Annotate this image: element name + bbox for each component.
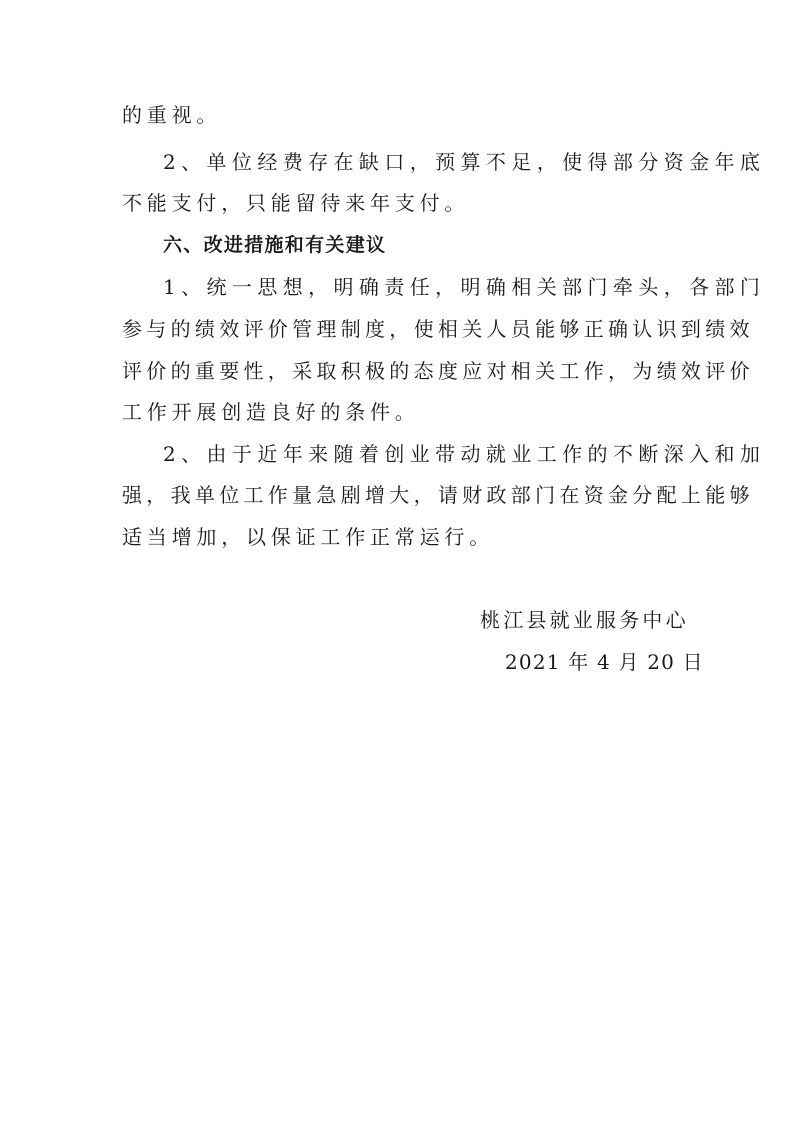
- signature-organization: 桃江县就业服务中心: [480, 608, 689, 632]
- signature-date: 2021 年 4 月 20 日: [505, 650, 704, 674]
- measure-1-line-4: 工作开展创造良好的条件。: [122, 400, 420, 424]
- section-heading: 六、改进措施和有关建议: [163, 234, 387, 256]
- measure-1-line-1: 1、统一思想，明确责任，明确相关部门牵头，各部门: [163, 275, 766, 299]
- issue-2-line-1: 2、单位经费存在缺口，预算不足，使得部分资金年底: [163, 150, 766, 174]
- measure-1-line-3: 评价的重要性，采取积极的态度应对相关工作，为绩效评价: [122, 359, 754, 383]
- measure-2-line-2: 强，我单位工作量急剧增大，请财政部门在资金分配上能够: [122, 483, 754, 507]
- measure-2-line-3: 适当增加，以保证工作正常运行。: [122, 525, 494, 549]
- paragraph-continuation-line: 的重视。: [122, 103, 222, 127]
- measure-2-line-1: 2、由于近年来随着创业带动就业工作的不断深入和加: [163, 442, 766, 466]
- issue-2-line-2: 不能支付，只能留待来年支付。: [122, 191, 470, 215]
- measure-1-line-2: 参与的绩效评价管理制度，使相关人员能够正确认识到绩效: [122, 317, 754, 341]
